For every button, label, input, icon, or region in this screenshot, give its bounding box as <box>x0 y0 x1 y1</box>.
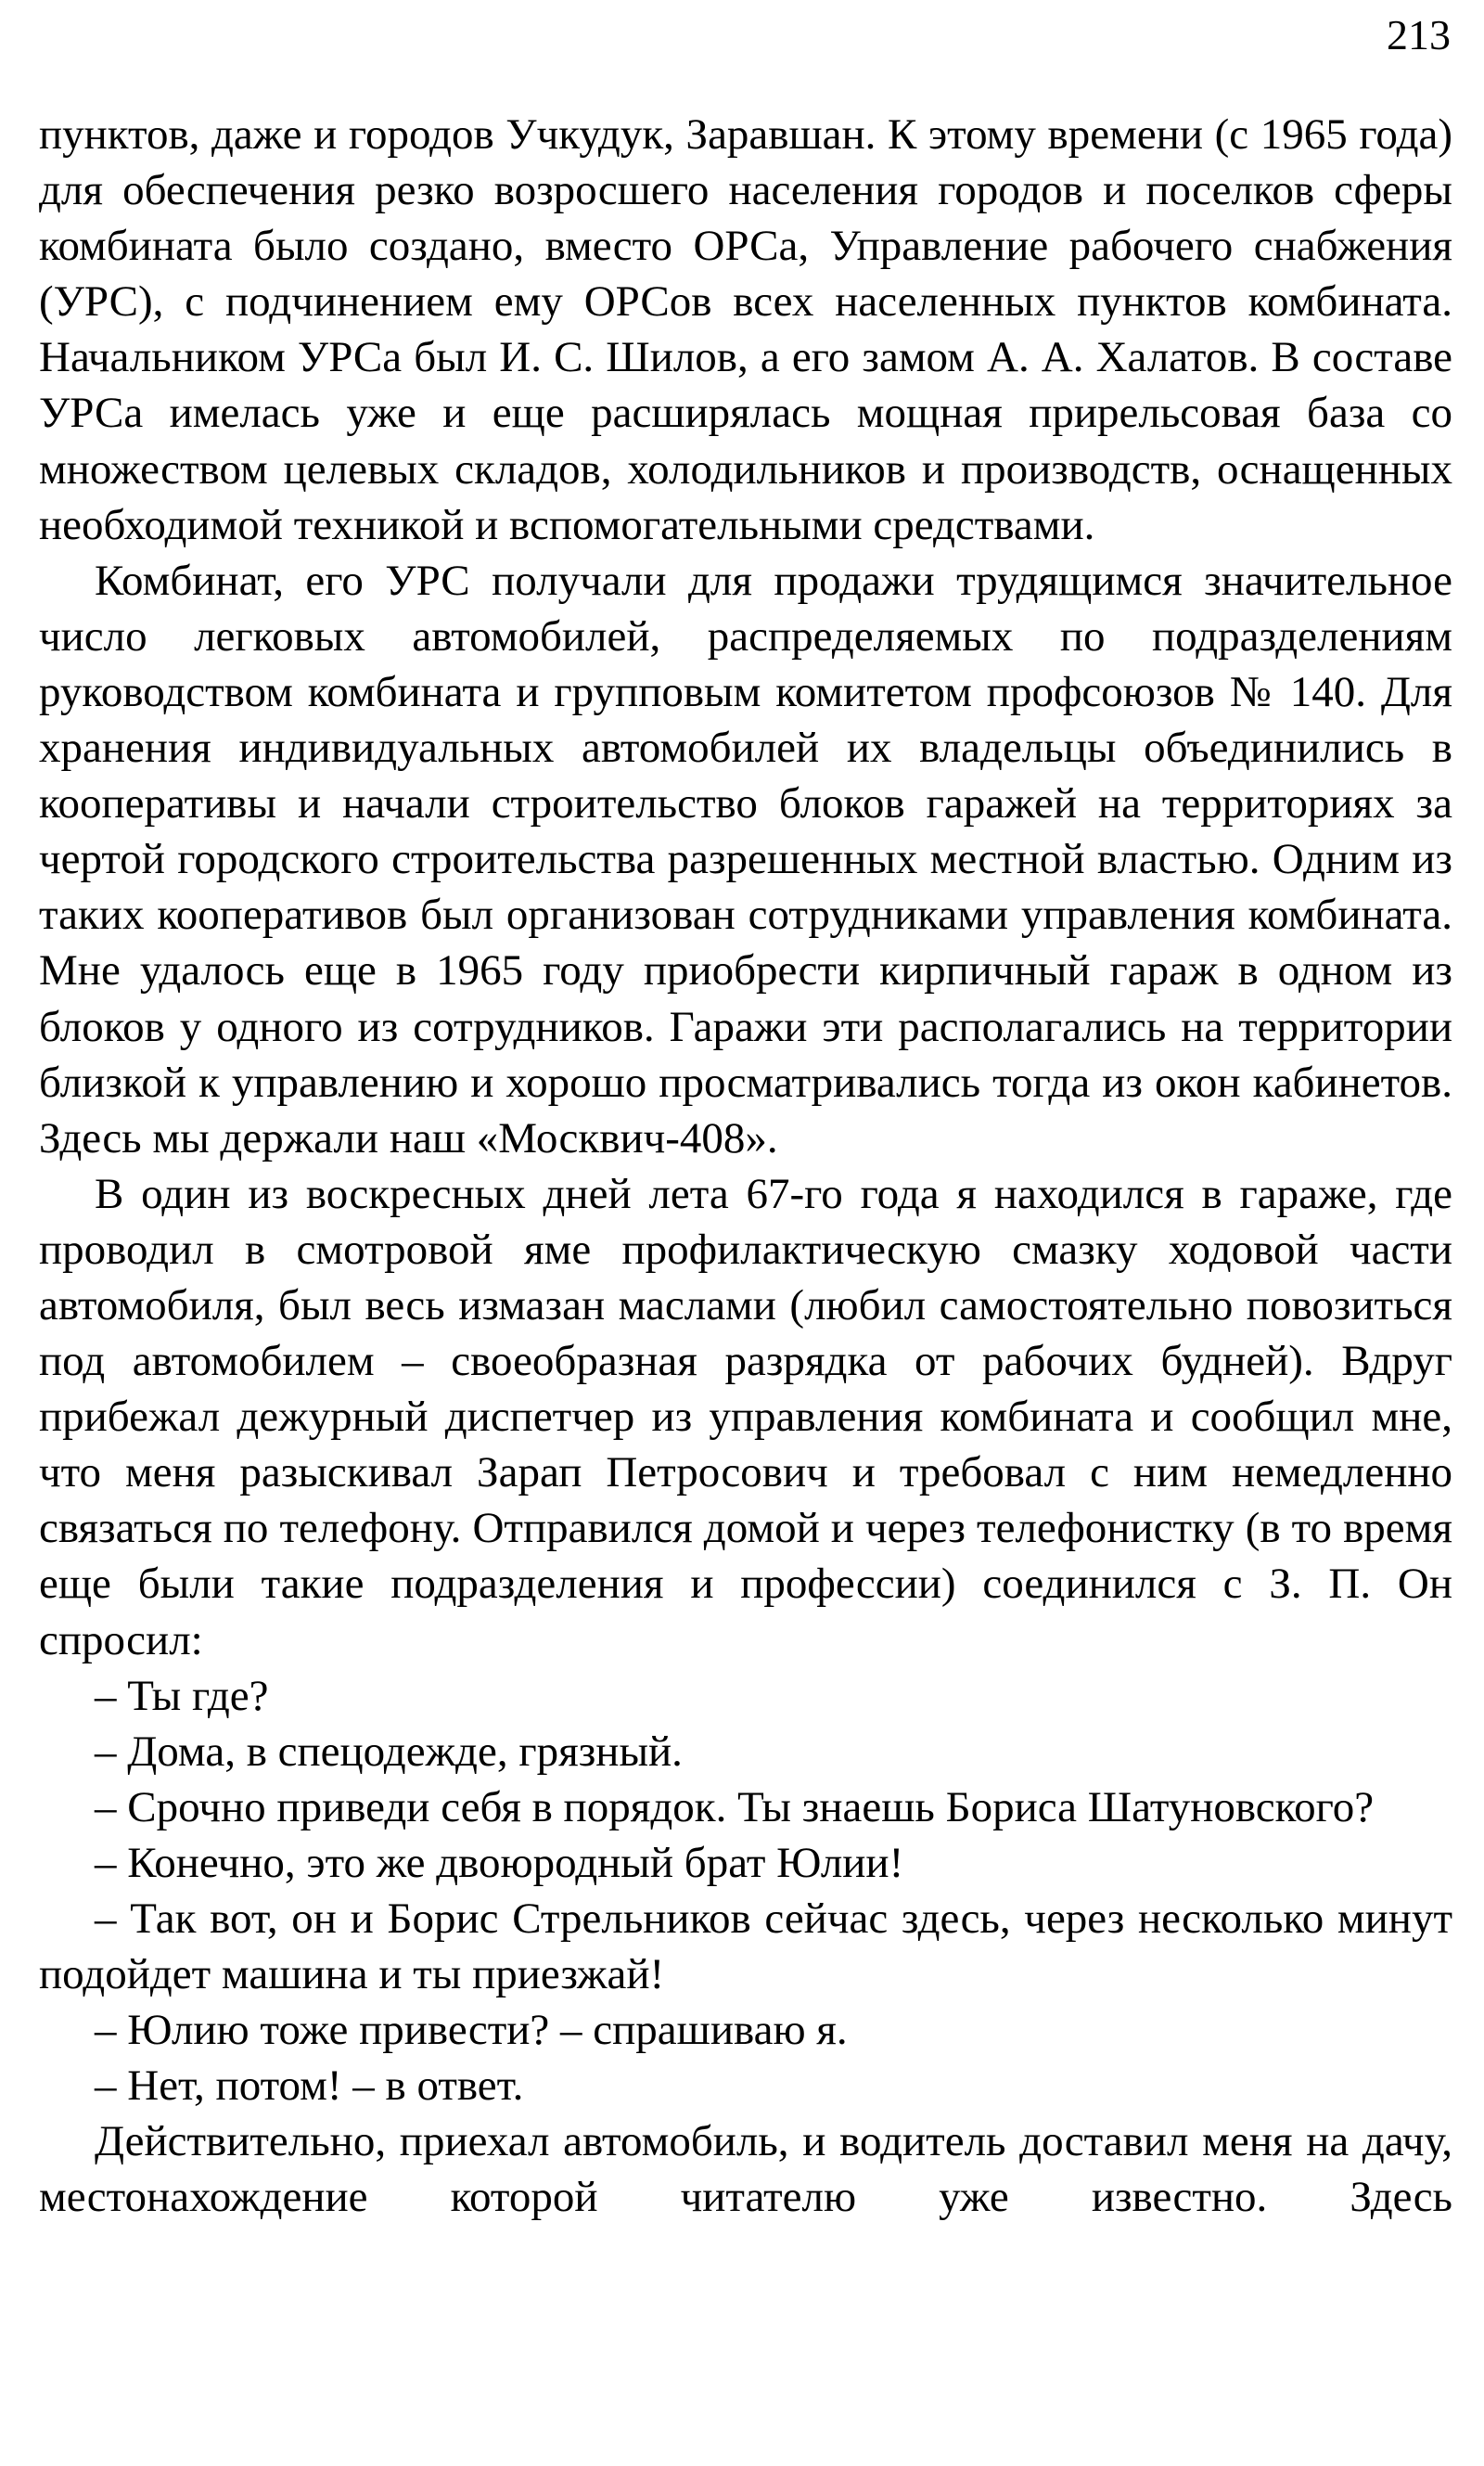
dialogue-line: – Нет, потом! – в ответ. <box>95 2061 524 2111</box>
dialogue-line: – Ты где? <box>95 1671 269 1720</box>
paragraph: пунктов, даже и городов Учкудук, Заравшан. К этому времени (с 1965 года) для обеспечения резко возросшего населения городов и поселков сферы комбината было создано, вместо ОРСа, Управление рабочего снабжения (УРС), с подчинением ему ОРСов всех населенных пунктов комбината. Начальником УРСа был И. С. Шилов, а его замом А. А. Халатов. В составе УРСа имелась уже и еще расширялась мощная прирельсовая база со множеством целевых складов, холодильников и производств, оснащенных необходимой техникой и вспомогательными средствами. <box>39 110 1452 549</box>
paragraph: Комбинат, его УРС получали для продажи трудящимся значительное число легковых автомобилей, распределяемых по подразделениям руководством комбината и групповым комитетом профсоюзов № 140. Для хранения индивидуальных автомобилей их владельцы объединились в кооперативы и начали строительство блоков гаражей на территориях за чертой городского строительства разрешенных местной властью. Одним из таких кооперативов был организован сотрудниками управления комбината. Мне удалось еще в 1965 году приобрести кирпичный гараж в одном из блоков у одного из сотрудников. Гаражи эти располагались на территории близкой к управлению и хорошо просматривались тогда из окон кабинетов. Здесь мы держали наш «Москвич-408». <box>39 556 1452 1162</box>
dialogue-line: – Конечно, это же двоюродный брат Юлии! <box>95 1838 904 1887</box>
document-body <box>39 107 1452 2226</box>
dialogue-line: – Срочно приведи себя в порядок. Ты знаешь Бориса Шатуновского? <box>95 1782 1375 1831</box>
paragraph: В один из воскресных дней лета 67-го года я находился в гараже, где проводил в смотровой яме профилактическую смазку ходовой части автомобиля, был весь измазан маслами (любил самостоятельно повозиться под автомобилем – своеобразная разрядка от рабочих будней). Вдруг прибежал дежурный диспетчер из управления комбината и сообщил мне, что меня разыскивал Зарап Петросович и требовал с ним немедленно связаться по телефону. Отправился домой и через телефонистку (в то время еще были такие подразделения и профессии) соединился с З. П. Он спросил: <box>39 1169 1452 1664</box>
dialogue-line: – Юлию тоже привести? – спрашиваю я. <box>95 2006 848 2055</box>
paragraph: Действительно, приехал автомобиль, и водитель доставил меня на дачу, местонахождение которой читателю уже известно. Здесь <box>39 2117 1452 2222</box>
page-number: 213 <box>1387 11 1451 58</box>
dialogue-line: – Так вот, он и Борис Стрельников сейчас здесь, через несколько минут подойдет машина и ты приезжай! <box>39 1894 1452 1999</box>
dialogue-line: – Дома, в спецодежде, грязный. <box>95 1727 683 1776</box>
